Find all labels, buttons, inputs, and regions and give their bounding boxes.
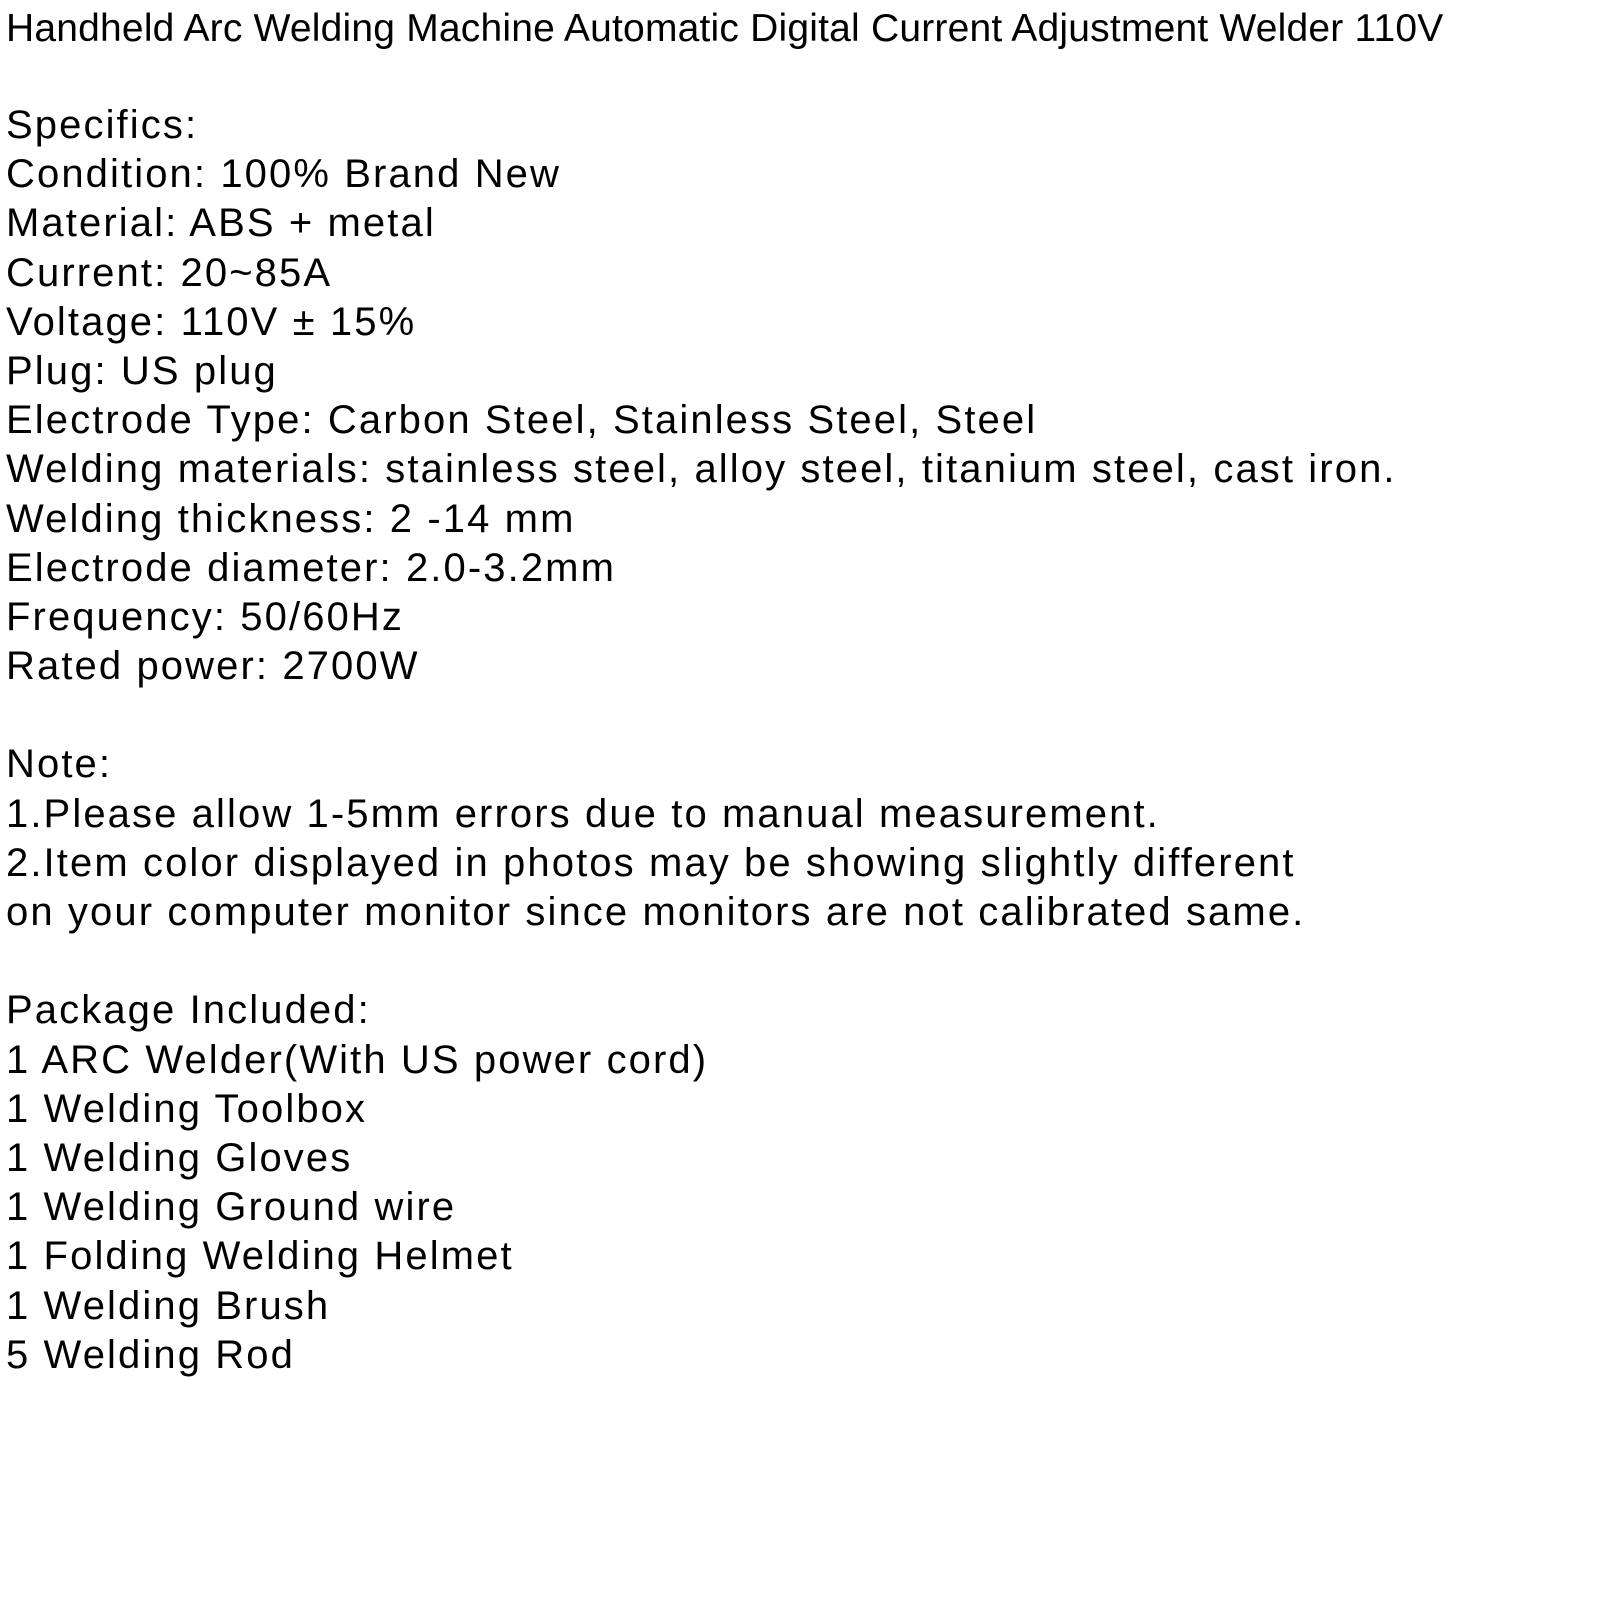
spec-current: Current: 20~85A xyxy=(6,250,333,295)
package-item: 1 Welding Toolbox xyxy=(6,1086,368,1131)
spec-condition: Condition: 100% Brand New xyxy=(6,152,562,197)
package-item: 1 ARC Welder(With US power cord) xyxy=(6,1037,709,1082)
package-item: 1 Welding Gloves xyxy=(6,1135,353,1180)
spec-electrode-diameter: Electrode diameter: 2.0-3.2mm xyxy=(6,545,617,590)
note-heading: Note: xyxy=(6,742,113,787)
note-line: 1.Please allow 1-5mm errors due to manual measurement. xyxy=(6,791,1160,836)
description-body xyxy=(6,101,1397,1380)
spec-frequency: Frequency: 50/60Hz xyxy=(6,594,404,639)
spec-welding-materials: Welding materials: stainless steel, alloy steel, titanium steel, cast iron. xyxy=(6,447,1397,492)
package-item: 1 Folding Welding Helmet xyxy=(6,1234,514,1279)
package-item: 5 Welding Rod xyxy=(6,1332,295,1377)
specifics-heading: Specifics: xyxy=(6,103,199,147)
section-spacer xyxy=(6,937,1397,986)
spec-welding-thickness: Welding thickness: 2 -14 mm xyxy=(6,496,576,541)
spec-rated-power: Rated power: 2700W xyxy=(6,644,420,689)
spec-plug: Plug: US plug xyxy=(6,348,278,393)
product-title: Handheld Arc Welding Machine Automatic Digital Current Adjustment Welder 110V xyxy=(6,7,1444,50)
package-heading: Package Included: xyxy=(6,988,371,1033)
spec-material: Material: ABS + metal xyxy=(6,201,436,246)
note-line: 2.Item color displayed in photos may be showing slightly different xyxy=(6,840,1296,885)
note-line: on your computer monitor since monitors are not calibrated same. xyxy=(6,890,1306,934)
package-item: 1 Welding Brush xyxy=(6,1283,331,1328)
spec-voltage: Voltage: 110V ± 15% xyxy=(6,299,417,344)
section-spacer xyxy=(6,691,1397,740)
package-item: 1 Welding Ground wire xyxy=(6,1185,457,1230)
spec-electrode-type: Electrode Type: Carbon Steel, Stainless Steel, Steel xyxy=(6,398,1038,443)
